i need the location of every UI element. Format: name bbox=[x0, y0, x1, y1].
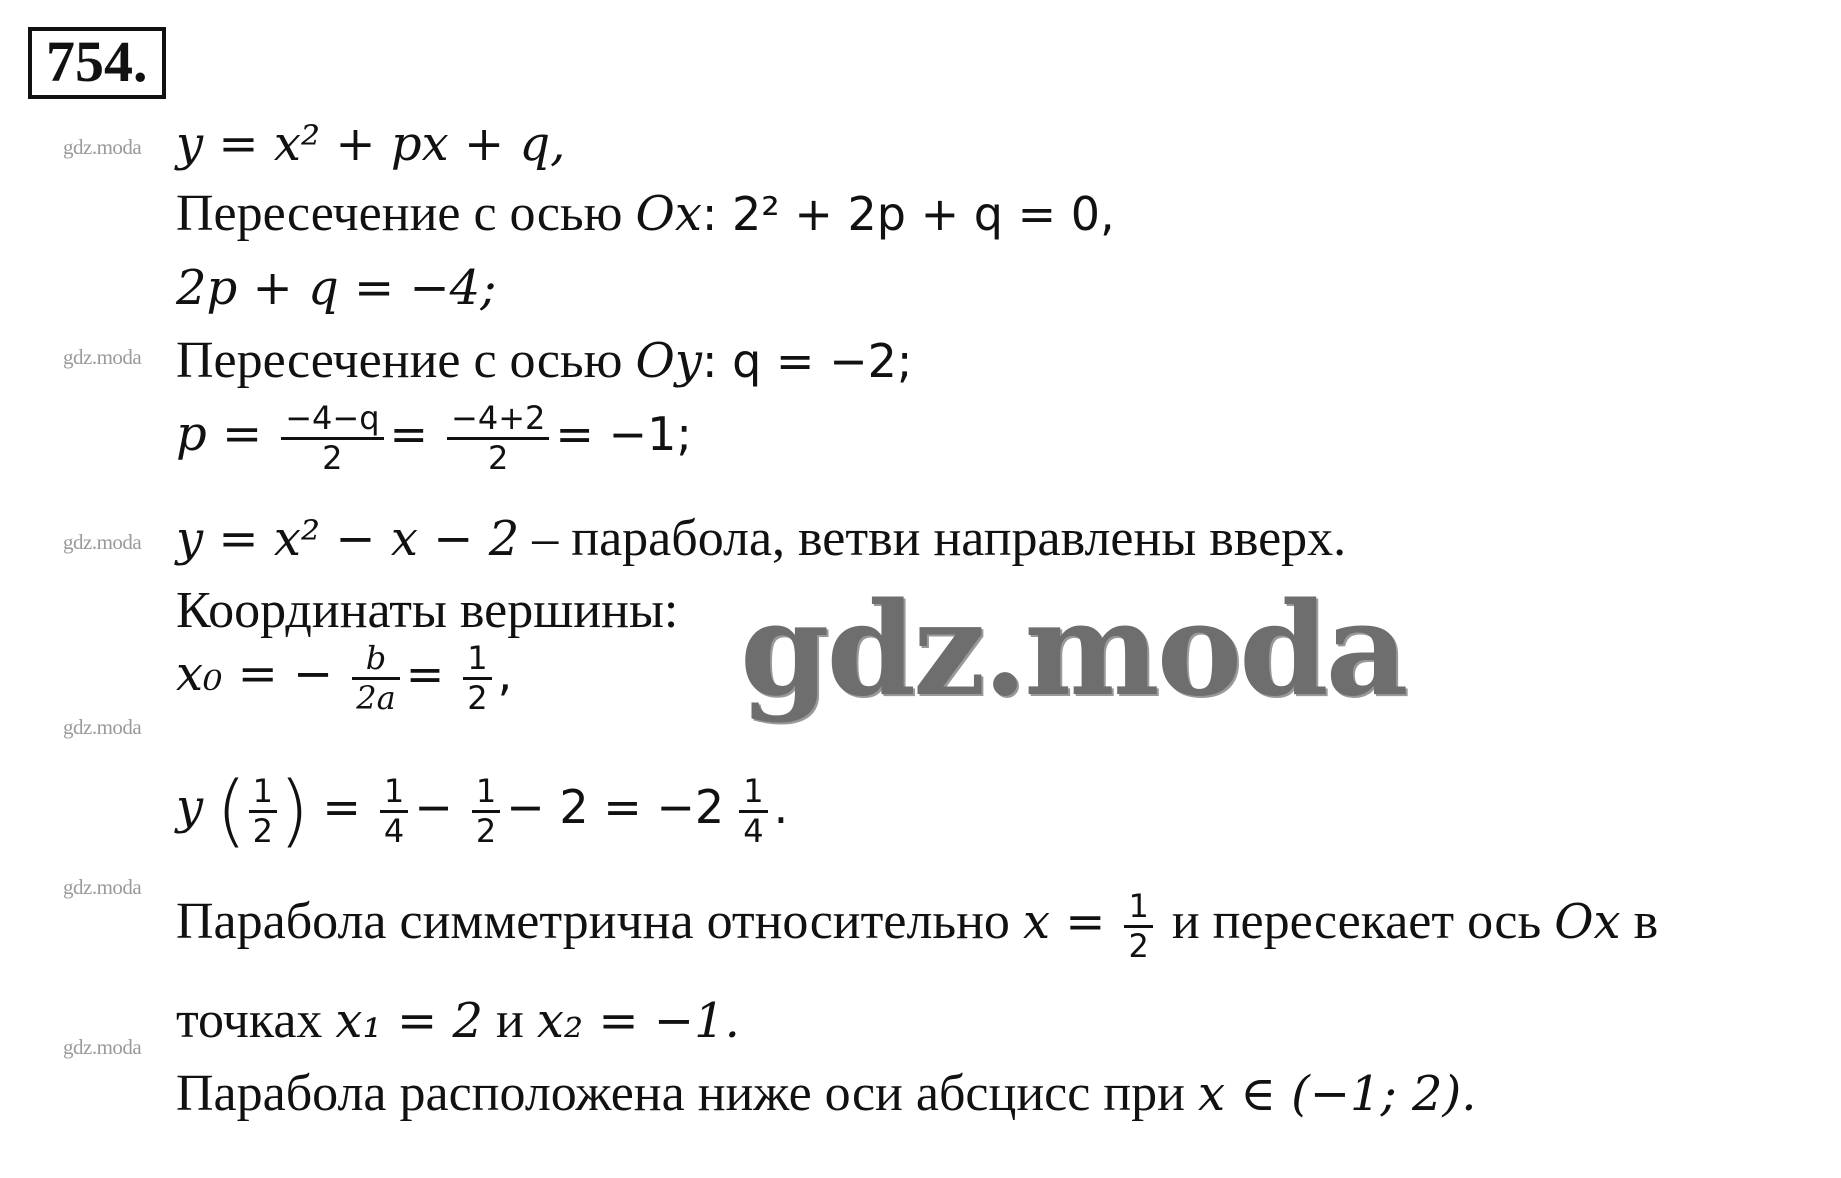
fraction-arg bbox=[249, 773, 277, 850]
fraction-result bbox=[739, 773, 767, 850]
parabola-equation: y = x² − x − 2 bbox=[176, 511, 520, 567]
intersects-text: и пересекает ось bbox=[1158, 893, 1555, 951]
p-result: = −1; bbox=[555, 407, 692, 462]
fraction-denominator: 2 bbox=[488, 438, 509, 477]
equation-line-3 bbox=[176, 262, 496, 314]
fraction-denominator: 2 bbox=[475, 811, 497, 850]
watermark-large: gdz.moda bbox=[740, 575, 1406, 725]
equation-line-10 bbox=[176, 888, 1658, 965]
fraction-denominator: 2a bbox=[356, 678, 396, 717]
fraction-denominator: 4 bbox=[743, 811, 764, 850]
fraction-half-2 bbox=[472, 773, 500, 850]
parabola-description: – парабола, ветви направлены вверх. bbox=[519, 510, 1347, 567]
y-of-half: y bbox=[176, 778, 204, 835]
fraction-denominator: 2 bbox=[252, 811, 273, 850]
equation-line-6 bbox=[176, 510, 1347, 567]
fraction-numerator: 1 bbox=[249, 773, 277, 813]
equation-line-8: x₀ = − $\frac{b}{2a}$ = $\frac{1}{2}$ , bbox=[176, 639, 513, 717]
axis-ox-2: Ox bbox=[1554, 894, 1621, 951]
root-x2: x₂ = −1. bbox=[536, 993, 740, 1049]
fraction-numerator: 1 bbox=[1124, 888, 1152, 928]
root-x1: x₁ = 2 bbox=[335, 993, 483, 1049]
points-text: точках bbox=[176, 992, 336, 1049]
fraction-numerator: 1 bbox=[463, 640, 491, 680]
interval: x ∈ (−1; 2). bbox=[1197, 1066, 1477, 1122]
fraction-quarter bbox=[380, 773, 408, 850]
y-result: − 2 = −2 bbox=[506, 779, 725, 834]
fraction-denominator: 2 bbox=[322, 438, 343, 477]
fraction-numerator: b bbox=[352, 640, 399, 680]
text-intersection-oy: Пересечение с осью bbox=[176, 332, 636, 389]
fraction-numerator: 1 bbox=[472, 773, 500, 813]
equation-line-7 bbox=[176, 582, 679, 639]
fraction-b-2a bbox=[352, 640, 399, 717]
problem-number: 754. bbox=[28, 27, 166, 99]
equation-line-9: y ( $\frac{1}{2}$ ) = $\frac{1}{4}$ − $\frac{1}{2}$ − 2 = −2 $\frac{1}{4}$ . bbox=[176, 766, 789, 856]
equation-line-12 bbox=[176, 1065, 1477, 1122]
x0-equals: x₀ = − bbox=[176, 646, 334, 703]
equation-line-11 bbox=[176, 992, 740, 1049]
in-text: в bbox=[1620, 893, 1659, 951]
watermark-side-2: gdz.moda bbox=[63, 345, 142, 369]
equation-2p-q: 2p + q = −4; bbox=[176, 260, 497, 316]
watermark-side-4: gdz.moda bbox=[63, 715, 142, 739]
fraction-numerator: 1 bbox=[380, 773, 408, 813]
equation-ox: : 2² + 2p + q = 0, bbox=[701, 187, 1115, 241]
text-intersection-ox: Пересечение с осью bbox=[176, 185, 636, 242]
watermark-side-3: gdz.moda bbox=[63, 530, 142, 554]
fraction-numerator: 1 bbox=[739, 773, 767, 813]
fraction-denominator: 4 bbox=[383, 811, 405, 850]
equation-function: y = x² + px + q, bbox=[176, 116, 566, 172]
equation-line-4 bbox=[176, 332, 913, 389]
symmetry-text: Парабола симметрична относительно bbox=[176, 893, 1023, 951]
fraction-denominator: 2 bbox=[1128, 926, 1149, 965]
equation-line-5: p = $\frac{-4-q}{2}$ = $\frac{-4+2}{2}$ = −1; bbox=[176, 399, 692, 477]
watermark-side-5: gdz.moda bbox=[63, 875, 142, 899]
axis-ox: Ox bbox=[635, 186, 702, 242]
below-axis-text: Парабола расположена ниже оси абсцисс при bbox=[176, 1065, 1198, 1122]
fraction-symmetry bbox=[1124, 888, 1152, 965]
axis-oy: Oy bbox=[635, 333, 702, 389]
watermark-side-1: gdz.moda bbox=[63, 135, 142, 159]
fraction-half bbox=[463, 640, 491, 717]
and-text: и bbox=[483, 992, 537, 1049]
fraction-numerator: −4+2 bbox=[447, 400, 549, 440]
fraction-p-2 bbox=[447, 400, 549, 477]
symmetry-axis: x = bbox=[1022, 894, 1106, 951]
p-equals: p = bbox=[176, 406, 263, 463]
fraction-numerator: −4−q bbox=[281, 400, 383, 440]
equation-line-2 bbox=[176, 185, 1115, 242]
watermark-side-6: gdz.moda bbox=[63, 1035, 142, 1059]
equation-line-1 bbox=[176, 118, 565, 170]
fraction-p-1 bbox=[281, 400, 383, 477]
equation-oy: : q = −2; bbox=[701, 334, 913, 388]
fraction-denominator: 2 bbox=[467, 678, 488, 717]
vertex-heading: Координаты вершины: bbox=[176, 582, 679, 639]
